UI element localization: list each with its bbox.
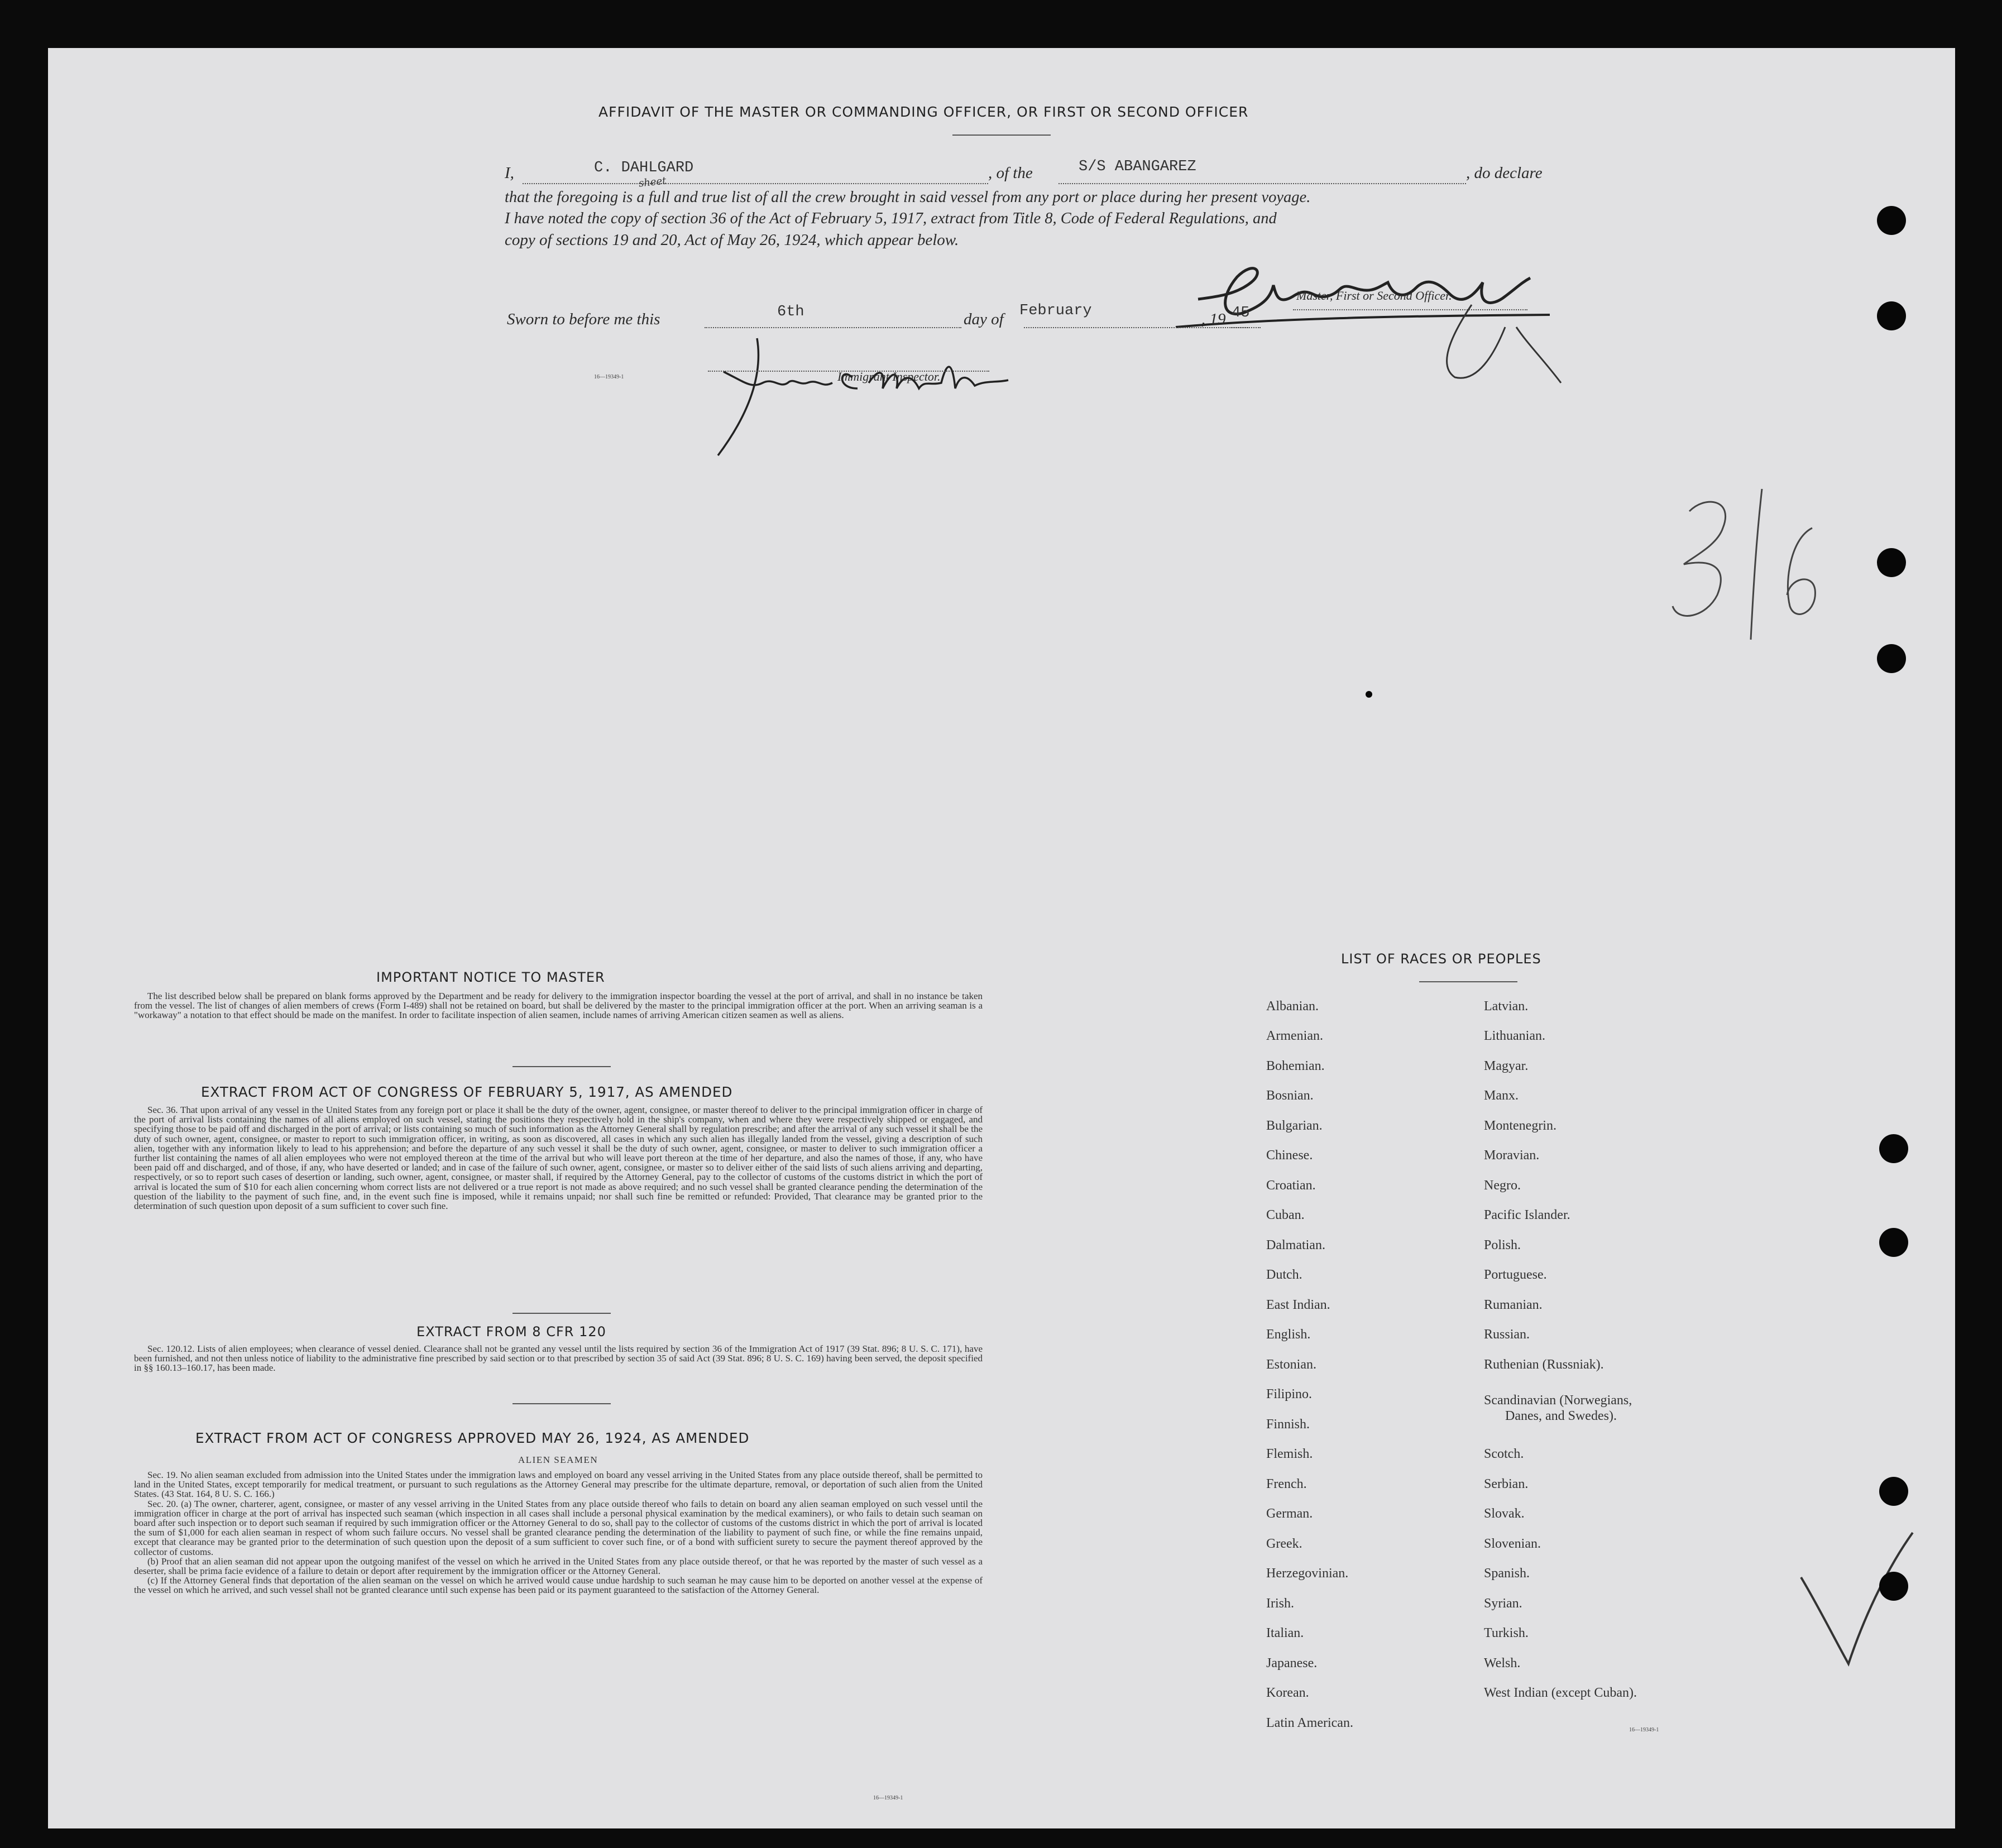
race-left: Albanian. [1266,999,1319,1014]
day-of-label: day of [964,310,1004,328]
year-prefix: , 19 [1201,310,1226,328]
race-right: Danes, and Swedes). [1505,1409,1617,1423]
sec-20-a: Sec. 20. (a) The owner, charterer, agent, consignee, or master of any vessel arriving in the United States from any place outside thereof who fails to detain on board any alien seaman employed on such vessel until the immigration officer in charge at the port of arrival has inspected such seaman (which inspection in all cases shall include a personal physical examination by the medical examiners), or who fails to detain such seaman on board after such inspection or to deport such seaman if required by such immigration officer or the Attorney General to do so, shall pay to the collector of customs of the customs district in which the port of arrival is located the sum of $1,000 for each alien seaman in respect of whom such failure occurs. No vessel shall be granted clearance pending the determination of the liability to payment of such fine, or while the fine remains unpaid, except that clearance may be granted prior to the determination of such question upon the deposit of a sum sufficient to cover such fine, or of a bond with sufficient surety to secure the payment thereof approved by the collector of customs. [134,1498,983,1557]
race-right: Negro. [1484,1178,1521,1193]
race-right: Scandinavian (Norwegians, [1484,1393,1632,1408]
race-left: Finnish. [1266,1417,1310,1432]
race-left: Chinese. [1266,1148,1313,1163]
race-left: Italian. [1266,1626,1304,1640]
master-caption: Master, First or Second Officer. [1296,289,1452,303]
notice-heading: IMPORTANT NOTICE TO MASTER [376,969,605,985]
officer-name: C. DAHLGARD [594,160,694,176]
races-heading: LIST OF RACES OR PEOPLES [1341,951,1541,967]
race-left: English. [1266,1327,1311,1342]
race-right: Welsh. [1484,1656,1521,1671]
race-left: East Indian. [1266,1298,1330,1312]
affidavit-title: AFFIDAVIT OF THE MASTER OR COMMANDING OFFICER, OR FIRST OR SECOND OFFICER [598,104,1249,120]
race-right: Rumanian. [1484,1298,1543,1312]
affidavit-pronoun: I, [505,164,514,182]
race-right: Slovenian. [1484,1537,1541,1551]
race-left: Irish. [1266,1596,1294,1611]
sec-19: Sec. 19. No alien seaman excluded from admission into the United States under the immigration laws and employed on board any vessel arriving in the United States from any place outside thereof, shall be permitted to land in the United States, except temporarily for medical treatment, or pursuant to such regulations as the Attorney General may prescribe for the ultimate departure, removal, or deportation of such alien from the United States. (43 Stat. 164, 8 U. S. C. 166.) [134,1470,983,1500]
race-right: West Indian (except Cuban). [1484,1686,1637,1700]
punch-hole [1877,548,1906,577]
race-left: Bulgarian. [1266,1119,1323,1133]
race-left: French. [1266,1477,1307,1491]
race-right: Latvian. [1484,999,1529,1014]
affidavit-line-3: I have noted the copy of section 36 of the Act of February 5, 1917, extract from Title 8, Code of Federal Regulations, and [505,210,1277,227]
punch-hole [1877,206,1906,235]
race-right: Montenegrin. [1484,1119,1556,1133]
do-declare-label: , do declare [1466,164,1543,182]
punch-hole [1877,301,1906,330]
races-underline [1419,981,1517,982]
race-right: Turkish. [1484,1626,1529,1640]
race-left: Greek. [1266,1537,1302,1551]
race-right: Scotch. [1484,1447,1524,1461]
race-right: Lithuanian. [1484,1029,1545,1043]
race-right: Russian. [1484,1327,1530,1342]
race-right: Manx. [1484,1088,1519,1103]
extract-cfr-body: Sec. 120.12. Lists of alien employees; when clearance of vessel denied. Clearance shall not be granted any vessel until the lists required by section 36 of the Immigration Act of 1917 (39 Stat. 896; 8 U. S. C. 171), have been furnished, and not then unless notice of liability to the administrative fine prescribed by said section or to that prescribed by section 35 of said Act (39 Stat. 896; 8 U. S. C. 169) having been served, the deposit specified in §§ 160.13–160.17, has been made. [134,1343,983,1374]
race-left: Cuban. [1266,1208,1305,1222]
extract-cfr-heading: EXTRACT FROM 8 CFR 120 [416,1324,606,1340]
punch-hole [1877,644,1906,673]
extract-1917-heading: EXTRACT FROM ACT OF CONGRESS OF FEBRUARY 5, 1917, AS AMENDED [201,1084,733,1100]
race-left: Flemish. [1266,1447,1313,1461]
officer-name-line [523,183,988,184]
race-left: Bohemian. [1266,1059,1325,1073]
inspector-signature [684,327,1031,467]
divider-1 [513,1066,611,1067]
sec-20-c: (c) If the Attorney General finds that deportation of the alien seaman on the vessel on which he arrived would cause undue hardship to such seaman he may cause him to be deported on another vessel at the expense of the vessel on which he arrived, and such vessel shall not be granted clearance until such expense has been paid or its payment guaranteed to the satisfaction of the Attorney General. [134,1575,983,1596]
handwritten-page-mark [1622,472,1857,707]
year-line [1229,327,1261,328]
punch-hole [1879,1572,1908,1601]
race-left: Dalmatian. [1266,1238,1325,1252]
race-right: Portuguese. [1484,1268,1547,1282]
affidavit-line-4: copy of sections 19 and 20, Act of May 26, 1924, which appear below. [505,231,959,249]
extract-1924-body [134,1470,983,1595]
handwritten-correction: sheet [638,175,667,190]
race-left: Filipino. [1266,1387,1313,1401]
affidavit-line-2: that the foregoing is a full and true list of all the crew brought in said vessel from any port or place during her present voyage. [505,189,1311,206]
sec-20-b: (b) Proof that an alien seaman did not appear upon the outgoing manifest of the vessel on which he arrived in the United States from any place outside thereof, or that he was reported by the master of such vessel as a deserter, shall be prima facie evidence of a failure to detain or deport after requirement by the immigration officer or the Attorney General. [134,1556,983,1577]
race-left: Armenian. [1266,1029,1323,1043]
divider-3 [513,1403,611,1404]
race-left: Korean. [1266,1686,1309,1700]
of-the-label: , of the [988,164,1033,182]
title-underline [952,135,1051,136]
race-right: Magyar. [1484,1059,1529,1073]
day-value: 6th [777,304,804,320]
race-right: Moravian. [1484,1148,1540,1163]
race-left: Japanese. [1266,1656,1318,1671]
race-right: Spanish. [1484,1566,1530,1581]
inspector-caption: Immigrant Inspector. [837,369,941,383]
race-right: Pacific Islander. [1484,1208,1570,1222]
race-right: Serbian. [1484,1477,1529,1491]
extract-1924-heading: EXTRACT FROM ACT OF CONGRESS APPROVED MAY 26, 1924, AS AMENDED [195,1430,750,1446]
punch-hole [1879,1228,1908,1257]
race-right: Syrian. [1484,1596,1522,1611]
month-value: February [1019,303,1092,319]
extract-1917-body: Sec. 36. That upon arrival of any vessel in the United States from any foreign port or place it shall be the duty of the owner, agent, consignee, or master thereof to deliver to the principal immigration officer in charge of the port of arrival lists containing the names of all aliens employed on such vessel, stating the positions they respectively hold in the ship's company, when and where they were respectively shipped or engaged, and specifying those to be paid off and discharged in the port of arrival; or lists containing so much of such information as the Attorney General shall by regulation prescribe; and after the arrival of any such vessel it shall be the duty of such owner, agent, consignee, or master to report to such immigration officer, in writing, as soon as discovered, all cases in which any such alien has illegally landed from the vessel, giving a description of such alien, together with any information likely to lead to his apprehension; and before the departure of any such vessel it shall be the duty of such owner, agent, consignee, or master to deliver to such immigration officer a further list containing the names of all alien employees who were not employed thereon at the time of the arrival but who will leave port thereon at the time of her departure, and also the names of those, if any, who have been paid off and discharged, and of those, if any, who have deserted or landed; and in case of the failure of such owner, agent, consignee, or master so to deliver either of the said lists of such aliens arriving and departing, respectively, or so to report such cases of desertion or landing, such owner, agent, consignee, or master shall, if required by the Attorney General, pay to the collector of customs of the customs district in which the port of arrival is located the sum of $10 for each alien concerning whom correct lists are not delivered or a true report is not made as above required; and no such vessel shall be granted clearance pending the determination of the question of the liability to the payment of such fine, and, in the event such fine is imposed, while it remains unpaid; nor shall such fine be remitted or refunded: Provided, That clearance may be granted prior to the determination of such question upon deposit of a sum sufficient to cover such fine. [134,1105,983,1212]
race-left: Croatian. [1266,1178,1316,1193]
race-left: Bosnian. [1266,1088,1314,1103]
race-left: German. [1266,1506,1313,1521]
race-left: Dutch. [1266,1268,1302,1282]
handwritten-check-mark [1795,1521,1929,1678]
race-right: Polish. [1484,1238,1521,1252]
extract-1924-subheading: ALIEN SEAMEN [518,1455,598,1465]
vessel-name-line [1059,183,1466,184]
sworn-label: Sworn to before me this [507,310,660,328]
notice-body: The list described below shall be prepared on blank forms approved by the Department and be ready for delivery to the immigration inspector boarding the vessel at the port of arrival, and shall in no instance be taken from the vessel. The list of changes of alien members of crews (Form I-489) shall not be retained on board, but shall be delivered by the master to the principal immigration officer at the port. When an arriving seaman is a "workaway" a notation to that effect should be made on the manifest. In order to facilitate inspection of alien seamen, include names of arriving American citizen seamen as well as aliens. [134,991,983,1021]
punch-hole [1879,1134,1908,1163]
race-right: Slovak. [1484,1506,1525,1521]
master-signature-line [1293,309,1527,310]
punch-hole [1879,1477,1908,1506]
vessel-name: S/S ABANGAREZ [1079,159,1196,175]
affidavit-form-number: 16—19349-1 [594,374,624,380]
race-left: Estonian. [1266,1357,1316,1372]
races-form-number: 16—19349-1 [1629,1727,1659,1733]
extract-form-number: 16—19349-1 [873,1795,903,1801]
document-page [48,48,1955,1828]
race-left: Herzegovinian. [1266,1566,1349,1581]
ink-dot [1366,691,1372,698]
divider-2 [513,1313,611,1314]
race-right: Ruthenian (Russniak). [1484,1357,1604,1372]
year-value: 45 [1232,305,1250,321]
race-left: Latin American. [1266,1716,1353,1730]
